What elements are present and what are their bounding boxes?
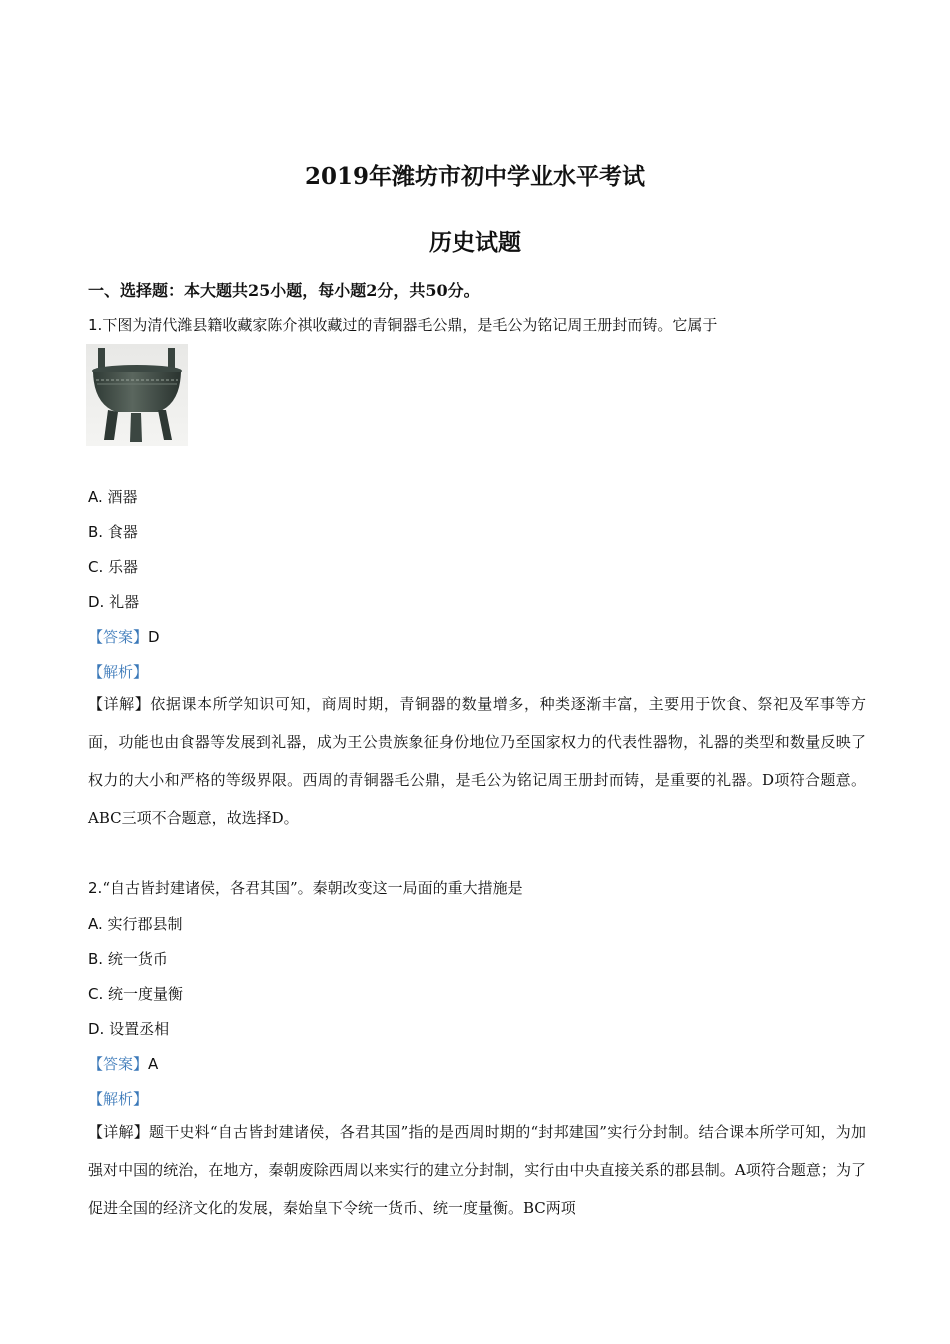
bronze-ding-image — [86, 344, 188, 446]
q2-option-a: A. 实行郡县制 — [88, 915, 183, 933]
q2-option-d: D. 设置丞相 — [88, 1020, 170, 1038]
q1-option-d: D. 礼器 — [88, 593, 140, 611]
question-number: 1. — [88, 316, 103, 334]
q1-option-c: C. 乐器 — [88, 558, 139, 576]
question-1-stem — [88, 314, 717, 335]
q1-option-a: A. 酒器 — [88, 488, 138, 506]
detail-text: 题干史料“自古皆封建诸侯，各君其国”指的是西周时期的“封邦建国”实行分封制。结合课本所学可知，为加强对中国的统治，在地方，秦朝废除西周以来实行的建立分封制，实行由中央直接关系的郡县制。A项符合题意；为了促进全国的经济文化的发展，秦始皇下令统一货币、统一度量衡。BC两项 — [88, 1123, 866, 1217]
answer-value: A — [148, 1055, 159, 1073]
answer-tag: 【答案】 — [88, 1055, 149, 1073]
exam-subtitle: 历史试题 — [429, 229, 521, 256]
question-2-stem — [88, 877, 523, 898]
q1-option-b: B. 食器 — [88, 523, 138, 541]
q1-answer — [88, 626, 160, 647]
answer-tag: 【答案】 — [88, 628, 149, 646]
q2-detail — [88, 1113, 866, 1227]
question-text: 下图为清代潍县籍收藏家陈介祺收藏过的青铜器毛公鼎，是毛公为铭记周王册封而铸。它属于 — [102, 316, 718, 334]
section-heading: 一、选择题：本大题共25小题，每小题2分，共50分。 — [88, 281, 480, 300]
q2-answer — [88, 1053, 158, 1074]
answer-value: D — [148, 628, 160, 646]
question-number: 2. — [88, 879, 103, 897]
question-text: “自古皆封建诸侯，各君其国”。秦朝改变这一局面的重大措施是 — [102, 879, 523, 897]
detail-tag: 【详解】 — [88, 1123, 149, 1141]
detail-tag: 【详解】 — [88, 695, 151, 713]
q2-option-b: B. 统一货币 — [88, 950, 168, 968]
q2-option-c: C. 统一度量衡 — [88, 985, 184, 1003]
q2-analysis-tag: 【解析】 — [88, 1090, 149, 1108]
q1-analysis-tag: 【解析】 — [88, 663, 149, 681]
q1-detail — [88, 685, 866, 837]
exam-title: 2019年潍坊市初中学业水平考试 — [304, 163, 645, 190]
detail-text: 依据课本所学知识可知，商周时期，青铜器的数量增多，种类逐渐丰富，主要用于饮食、祭祀及军事等方面，功能也由食器等发展到礼器，成为王公贵族象征身份地位乃至国家权力的代表性器物，礼器的类型和数量反映了权力的大小和严格的等级界限。西周的青铜器毛公鼎，是毛公为铭记周王册封而铸，是重要的礼器。D项符合题意。ABC三项不合题意，故选择D。 — [88, 695, 866, 827]
